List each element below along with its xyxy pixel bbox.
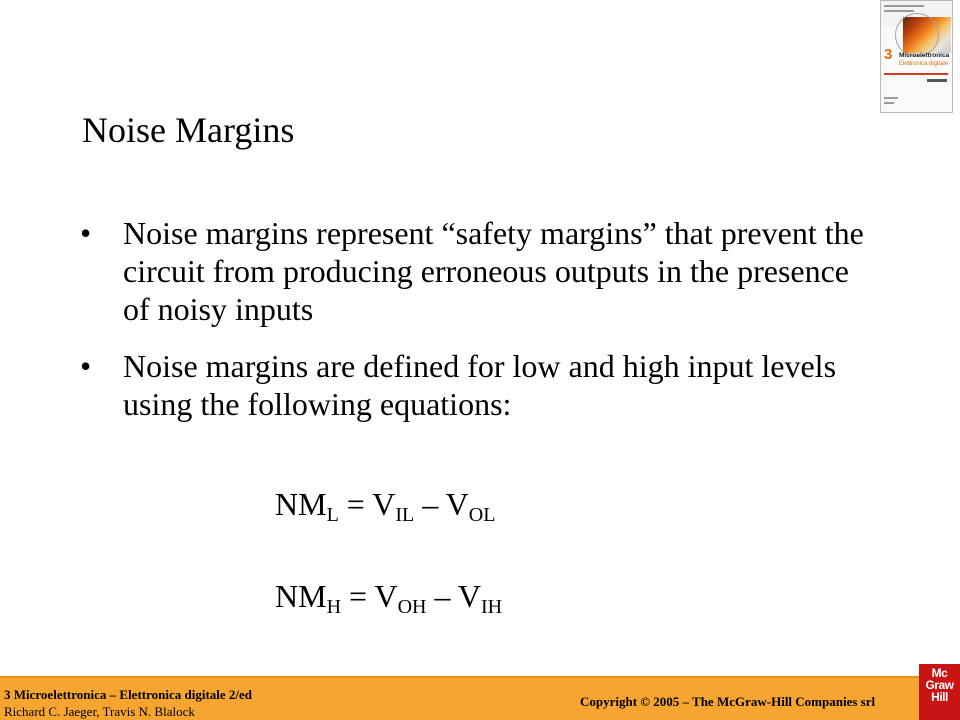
bullet-icon: •: [80, 348, 92, 384]
footer-book-title: 3 Microelettronica – Elettronica digitale 2/ed: [4, 687, 253, 702]
cover-bottom-text: [884, 102, 894, 104]
cover-publisher-mark: [927, 79, 947, 82]
bullet-text: Noise margins are defined for low and high input levels using the following equations:: [123, 348, 837, 422]
bullet-item: [80, 347, 870, 423]
cover-bottom-text: [884, 97, 898, 99]
footer-copyright: Copyright © 2005 – The McGraw-Hill Companies srl: [580, 694, 876, 709]
cover-circle-graphic: [895, 13, 939, 57]
cover-title-line1: Microelettronica: [899, 52, 950, 59]
cover-number: 3: [884, 46, 893, 63]
book-cover-thumbnail: [880, 0, 953, 113]
equation-nml: $NM_L = V_{IL} - V_{OL}$: [275, 486, 496, 526]
bullet-icon: •: [80, 215, 92, 251]
bullet-item: [80, 214, 870, 328]
footer-book-info: [4, 686, 252, 720]
bullet-list: [80, 214, 870, 442]
footer-bar: [0, 676, 960, 720]
mcgraw-hill-logo: Mc Graw Hill: [919, 664, 960, 720]
cover-title-line2: Elettronica digitale: [899, 61, 949, 67]
bullet-text: Noise margins represent “safety margins” that prevent the circuit from producing erroneous outputs in the presence of noisy inputs: [123, 215, 864, 327]
slide-title: Noise Margins: [82, 110, 295, 150]
cover-rule: [884, 73, 948, 75]
footer-authors: Richard C. Jaeger, Travis N. Blalock: [4, 704, 195, 719]
equation-nmh: $NM_H = V_{OH} - V_{IH}$: [275, 578, 503, 618]
